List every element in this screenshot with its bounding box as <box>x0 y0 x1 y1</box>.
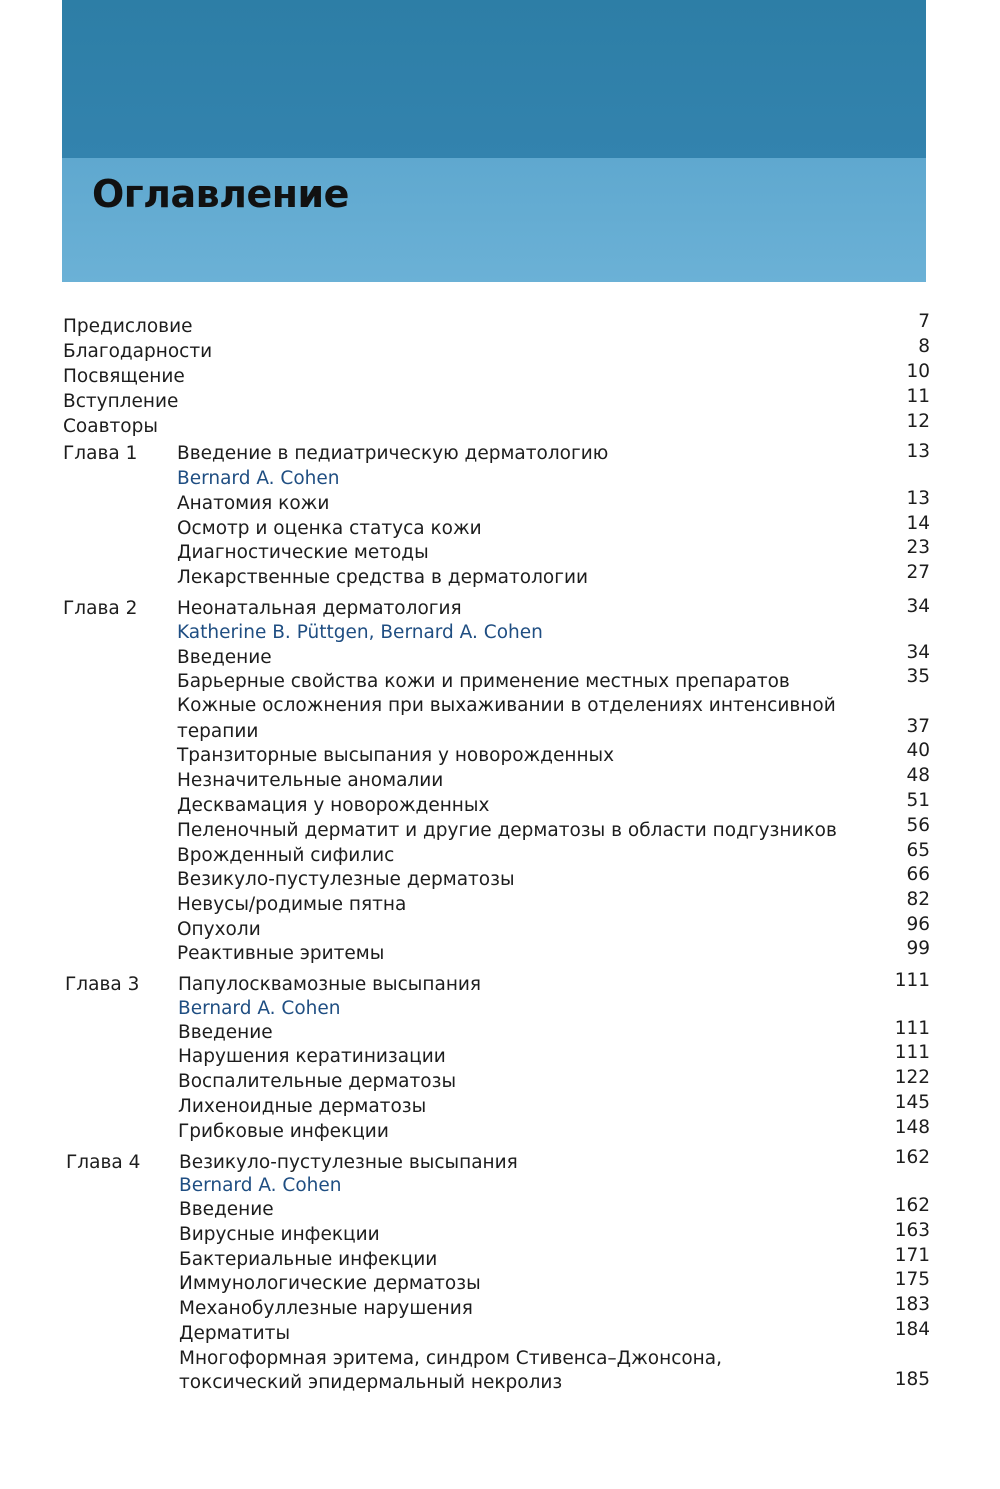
chapter-heading[interactable] <box>0 970 1000 999</box>
entry-page: 56 <box>906 815 930 836</box>
entry-page: 34 <box>906 642 930 663</box>
entry-title: Транзиторные высыпания у новорожденных <box>177 745 615 766</box>
entry-title: Десквамация у новорожденных <box>177 795 490 816</box>
entry-title: Везикуло-пустулезные дерматозы <box>177 869 515 890</box>
entry-page: 171 <box>894 1245 930 1266</box>
author-name: Katherine B. Püttgen, Bernard A. Cohen <box>177 622 543 643</box>
entry-title: Лекарственные средства в дерматологии <box>177 567 588 588</box>
entry-title: Опухоли <box>177 919 261 940</box>
entry-title: Механобуллезные нарушения <box>179 1298 473 1319</box>
toc-entry[interactable] <box>0 1319 1000 1348</box>
chapter-label: Глава 2 <box>63 598 138 619</box>
entry-page: 163 <box>894 1220 930 1241</box>
entry-title: Воспалительные дерматозы <box>178 1071 457 1092</box>
chapter-heading[interactable] <box>0 597 1000 623</box>
entry-title: Благодарности <box>63 341 213 362</box>
entry-page: 99 <box>906 938 930 959</box>
entry-page: 48 <box>906 765 930 786</box>
entry-title: Врожденный сифилис <box>177 845 395 866</box>
entry-title: Дерматиты <box>179 1323 291 1344</box>
entry-title: Бактериальные инфекции <box>179 1249 438 1270</box>
chapter-page: 111 <box>894 970 930 991</box>
entry-title: Анатомия кожи <box>177 493 330 514</box>
chapter-page: 13 <box>906 441 930 462</box>
entry-page: 11 <box>906 386 930 407</box>
entry-page: 27 <box>906 562 930 583</box>
entry-title: Иммунологические дерматозы <box>179 1273 481 1294</box>
toc-entry[interactable] <box>0 411 1000 441</box>
chapter-label: Глава 1 <box>63 443 138 464</box>
entry-title: Невусы/родимые пятна <box>177 894 407 915</box>
entry-page: 65 <box>906 840 930 861</box>
toc-entry[interactable] <box>0 562 1000 592</box>
page-title: Оглавление <box>92 172 349 216</box>
entry-title: Незначительные аномалии <box>177 770 444 791</box>
entry-title: Диагностические методы <box>177 542 429 563</box>
toc-entry[interactable] <box>0 938 1000 968</box>
chapter-title: Неонатальная дерматология <box>177 598 462 619</box>
author-name: Bernard A. Cohen <box>177 468 340 489</box>
entry-page: 40 <box>906 740 930 761</box>
entry-page: 111 <box>894 1042 930 1063</box>
entry-page: 148 <box>894 1117 930 1138</box>
chapter-label: Глава 4 <box>66 1152 141 1173</box>
toc-entry[interactable] <box>0 666 1000 696</box>
entry-page: 37 <box>906 716 930 737</box>
entry-title: Нарушения кератинизации <box>178 1046 446 1067</box>
entry-title-line2: токсический эпидермальный некролиз <box>179 1372 563 1393</box>
toc-entry[interactable] <box>0 1117 1000 1146</box>
chapter-title: Введение в педиатрическую дерматологию <box>177 443 609 464</box>
chapter-title: Папулосквамозные высыпания <box>178 974 482 995</box>
entry-page: 122 <box>894 1067 930 1088</box>
entry-page: 96 <box>906 914 930 935</box>
entry-page: 14 <box>906 513 930 534</box>
chapter-title: Везикуло-пустулезные высыпания <box>179 1152 518 1173</box>
entry-title: Соавторы <box>63 416 158 437</box>
entry-title: Реактивные эритемы <box>177 943 385 964</box>
author-name: Bernard A. Cohen <box>179 1175 342 1196</box>
entry-title: Введение <box>178 1022 273 1043</box>
entry-title-line2: терапии <box>177 721 259 742</box>
chapter-label: Глава 3 <box>65 974 140 995</box>
entry-page: 183 <box>894 1294 930 1315</box>
entry-page: 111 <box>894 1018 930 1039</box>
entry-page: 66 <box>906 864 930 885</box>
entry-page: 12 <box>906 411 930 432</box>
entry-title: Посвящение <box>63 366 185 387</box>
entry-title: Вступление <box>63 391 179 412</box>
chapter-page: 162 <box>894 1147 930 1168</box>
entry-page: 7 <box>918 311 930 332</box>
entry-page: 51 <box>906 790 930 811</box>
author-name: Bernard A. Cohen <box>178 998 341 1019</box>
entry-page: 82 <box>906 889 930 910</box>
chapter-heading[interactable] <box>0 442 1000 468</box>
entry-page: 35 <box>906 666 930 687</box>
entry-title: Кожные осложнения при выхаживании в отделениях интенсивной <box>177 695 836 716</box>
header-band <box>62 0 926 282</box>
toc-entry-continuation[interactable] <box>0 1371 1000 1397</box>
entry-title: Барьерные свойства кожи и применение местных препаратов <box>177 671 790 692</box>
entry-page: 185 <box>894 1369 930 1390</box>
entry-page: 184 <box>894 1319 930 1340</box>
entry-title: Предисловие <box>63 316 193 337</box>
entry-title: Осмотр и оценка статуса кожи <box>177 518 482 539</box>
entry-title: Многоформная эритема, синдром Стивенса–Джонсона, <box>179 1348 722 1369</box>
entry-title: Вирусные инфекции <box>179 1224 380 1245</box>
entry-page: 8 <box>918 336 930 357</box>
entry-title: Лихеноидные дерматозы <box>178 1096 427 1117</box>
entry-title: Введение <box>177 647 272 668</box>
chapter-page: 34 <box>906 596 930 617</box>
entry-title: Пеленочный дерматит и другие дерматозы в области подгузников <box>177 820 837 841</box>
entry-title: Грибковые инфекции <box>178 1121 389 1142</box>
entry-page: 162 <box>894 1195 930 1216</box>
entry-page: 23 <box>906 537 930 558</box>
entry-title: Введение <box>179 1199 274 1220</box>
entry-page: 145 <box>894 1092 930 1113</box>
entry-page: 175 <box>894 1269 930 1290</box>
header-band-dark <box>62 0 926 158</box>
entry-page: 10 <box>906 361 930 382</box>
entry-page: 13 <box>906 488 930 509</box>
